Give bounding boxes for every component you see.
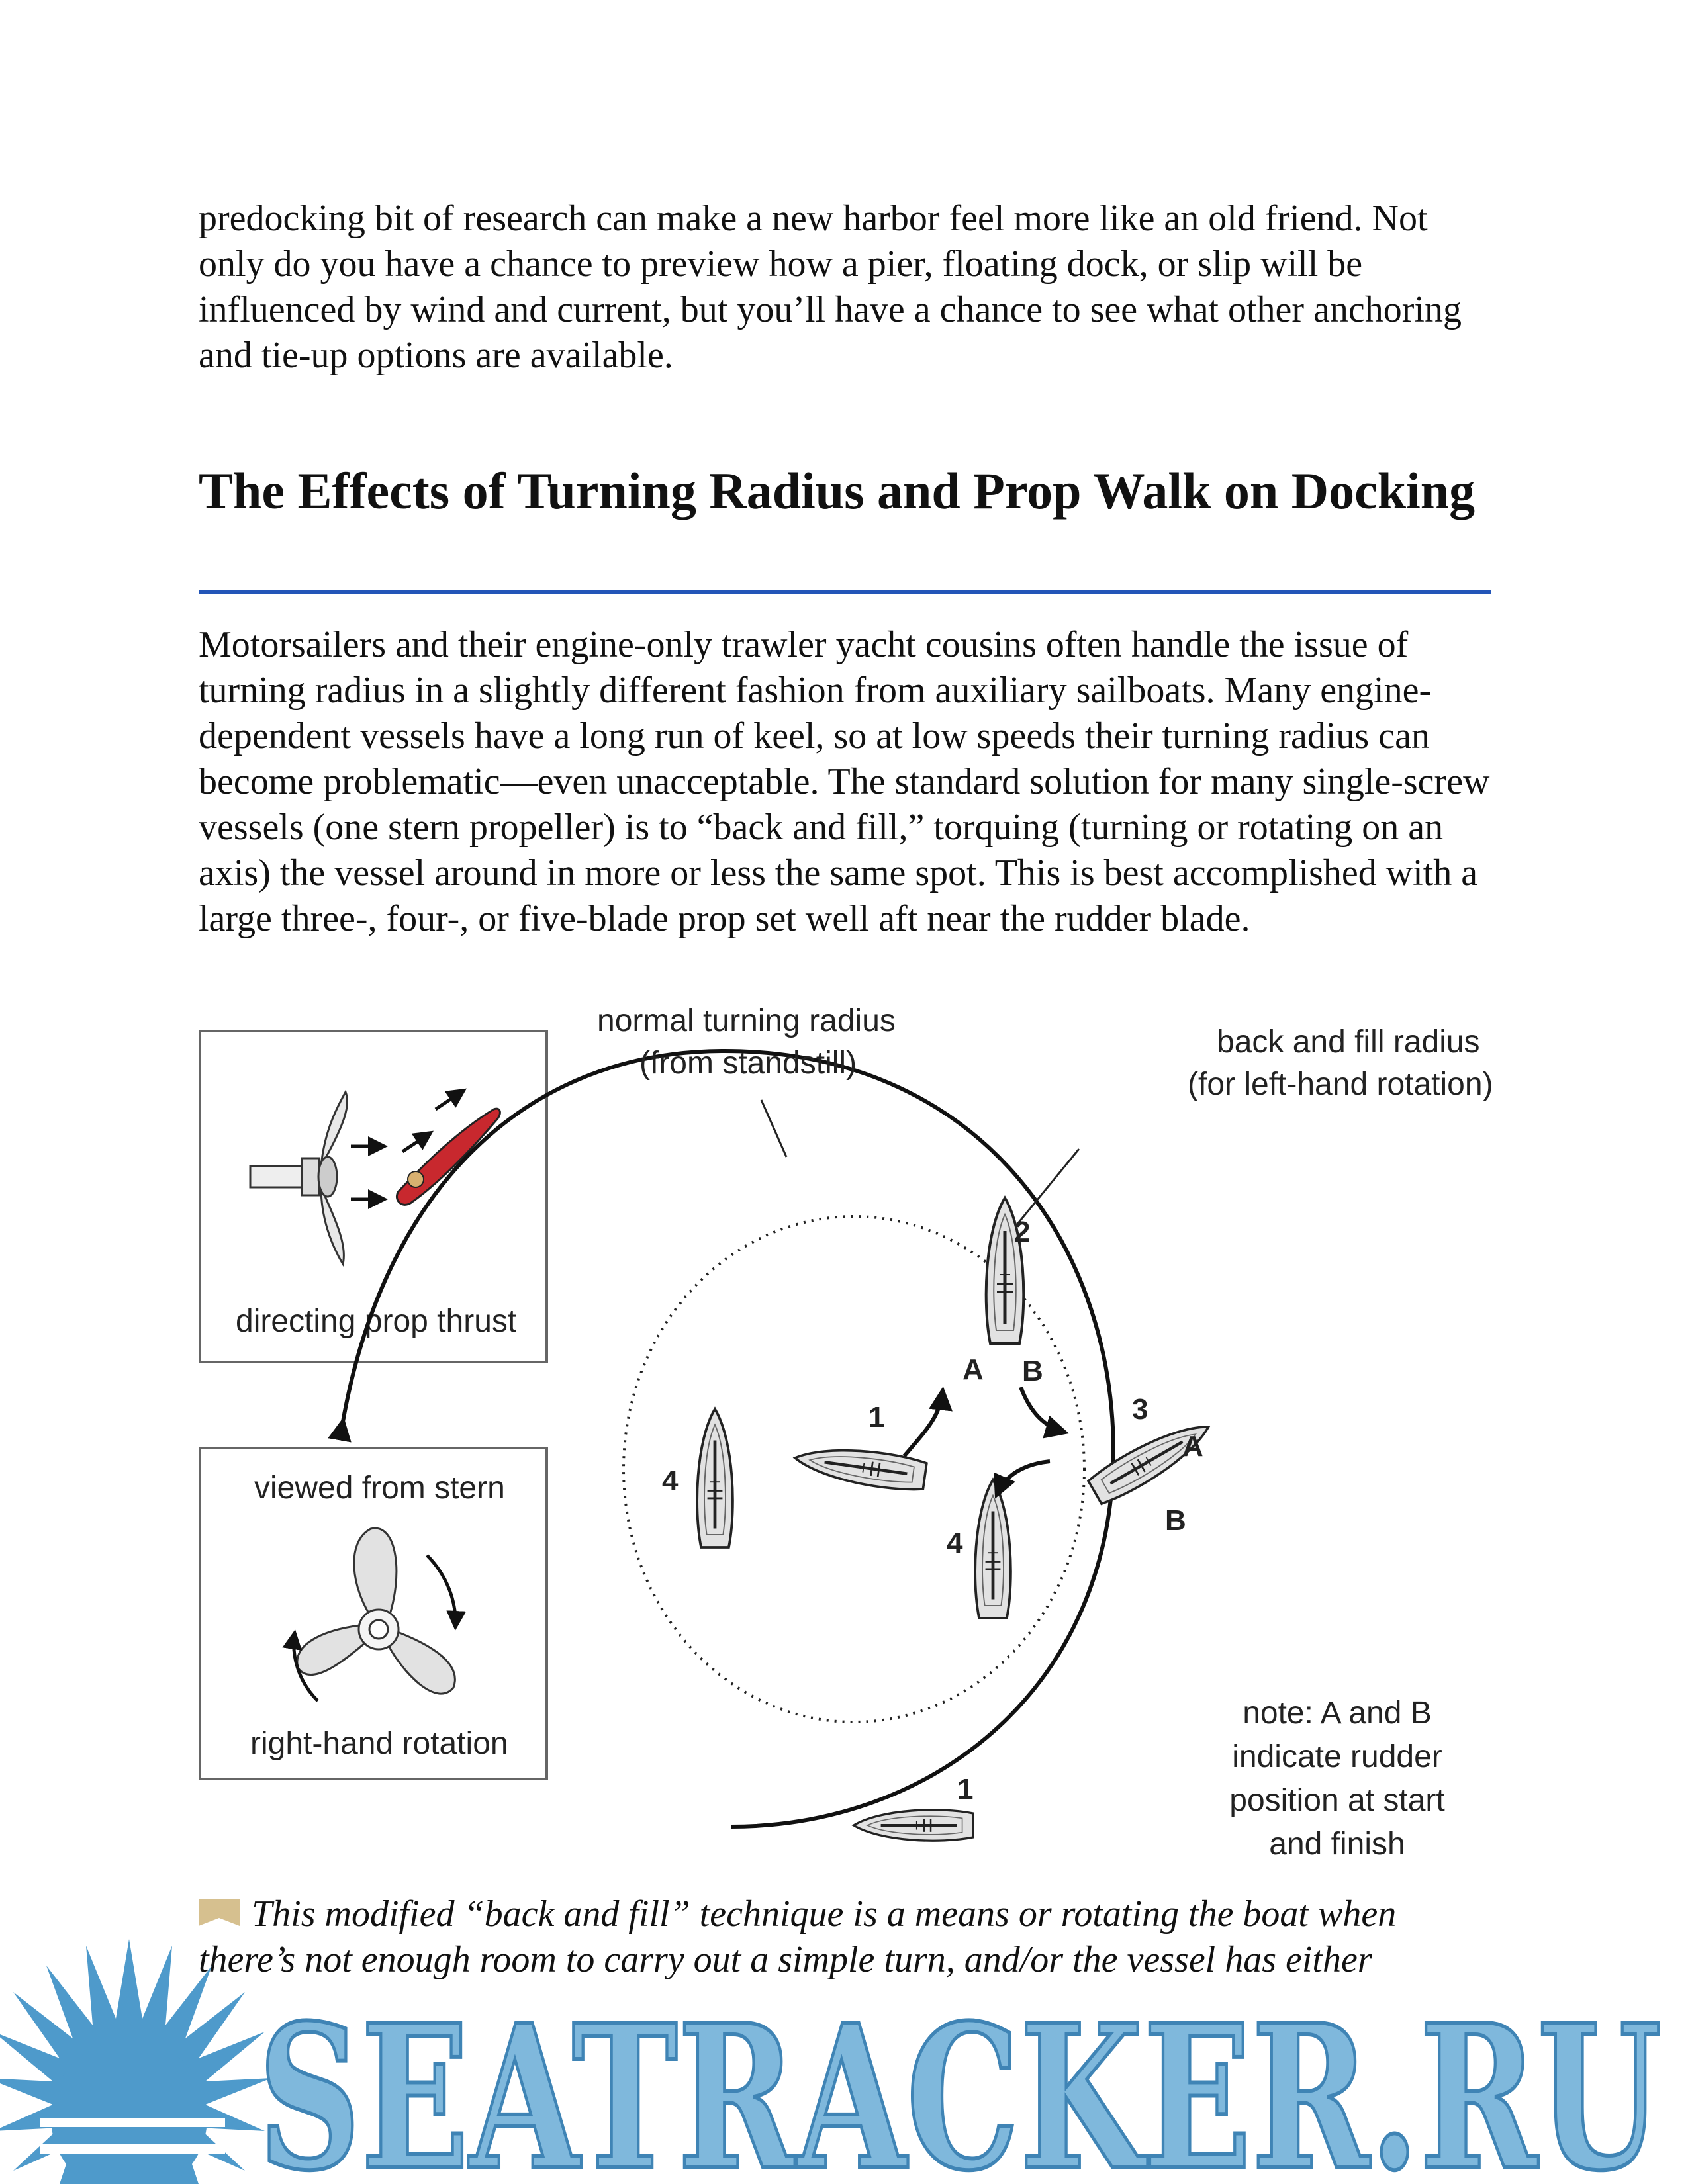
boat-position-1-inner	[793, 1441, 927, 1493]
label-b-top: B	[1022, 1355, 1043, 1387]
turning-radius-figure	[192, 993, 1516, 1880]
backfill-label-line1: back and fill radius	[1217, 1024, 1480, 1060]
label-1-outer: 1	[957, 1773, 974, 1805]
normal-radius-label-line1: normal turning radius	[597, 1003, 896, 1038]
note-line-4: and finish	[1269, 1827, 1405, 1862]
label-3: 3	[1132, 1393, 1149, 1426]
heading-underline	[199, 590, 1491, 594]
note-line-3: position at start	[1229, 1783, 1445, 1818]
backfill-label-line2: (for left-hand rotation)	[1188, 1067, 1493, 1102]
label-a-top: A	[962, 1353, 984, 1386]
boat-position-1-outer	[854, 1810, 973, 1841]
intro-paragraph: predocking bit of research can make a new harbor feel more like an old friend. Not only do you have a chance to preview how a pier, floating dock, or slip will be influenced by wind and current, but you’ll have a chance to see what other anchoring and tie-up options are available.	[199, 198, 1462, 376]
figure-note	[1229, 1696, 1445, 1862]
turn-arrow-2-to-3	[1021, 1387, 1064, 1432]
normal-radius-leader	[761, 1100, 786, 1157]
label-b-right: B	[1165, 1504, 1186, 1537]
boat-position-4-outer	[697, 1409, 733, 1547]
turn-arrow-3-to-4	[997, 1461, 1050, 1494]
main-paragraph: Motorsailers and their engine-only trawler yacht cousins often handle the issue of turning radius in a slightly different fashion from auxiliary sailboats. Many engine-dependent vessels have a long run of keel, so at low speeds their turning radius can become problematic—even unacceptable. The standard solution for many single-screw vessels (one stern propeller) is to “back and fill,” torquing (turning or rotating on an axis) the vessel around in more or less the same spot. This is best accomplished with a large three-, four-, or five-blade prop set well aft near the rudder blade.	[199, 624, 1490, 939]
boat-position-4-inner	[975, 1480, 1011, 1618]
caption-text: This modified “back and fill” technique is a means or rotating the boat when there’s not enough room to carry out a simple turn, and/or the vessel has either	[199, 1893, 1397, 1980]
prop-thrust-label: directing prop thrust	[236, 1304, 517, 1339]
section-heading: The Effects of Turning Radius and Prop Walk on Docking	[199, 462, 1476, 520]
stern-view-title: viewed from stern	[254, 1471, 505, 1506]
note-line-2: indicate rudder	[1232, 1739, 1442, 1774]
label-4-inner: 4	[947, 1527, 963, 1559]
rotation-label: right-hand rotation	[250, 1726, 508, 1761]
label-1-inner: 1	[868, 1401, 885, 1433]
normal-radius-label-line2: (from standstill)	[639, 1046, 857, 1081]
sun-icon	[0, 1939, 271, 2184]
stern-view-box	[200, 1448, 547, 1779]
label-4-outer: 4	[662, 1465, 679, 1497]
watermark-text: SEATRACKER.RU	[258, 1981, 1662, 2184]
note-line-1: note: A and B	[1243, 1696, 1432, 1731]
label-2: 2	[1014, 1216, 1031, 1248]
watermark	[0, 1919, 1688, 2184]
turn-arrow-1-to-2	[904, 1391, 943, 1456]
label-a-right: A	[1182, 1430, 1203, 1463]
